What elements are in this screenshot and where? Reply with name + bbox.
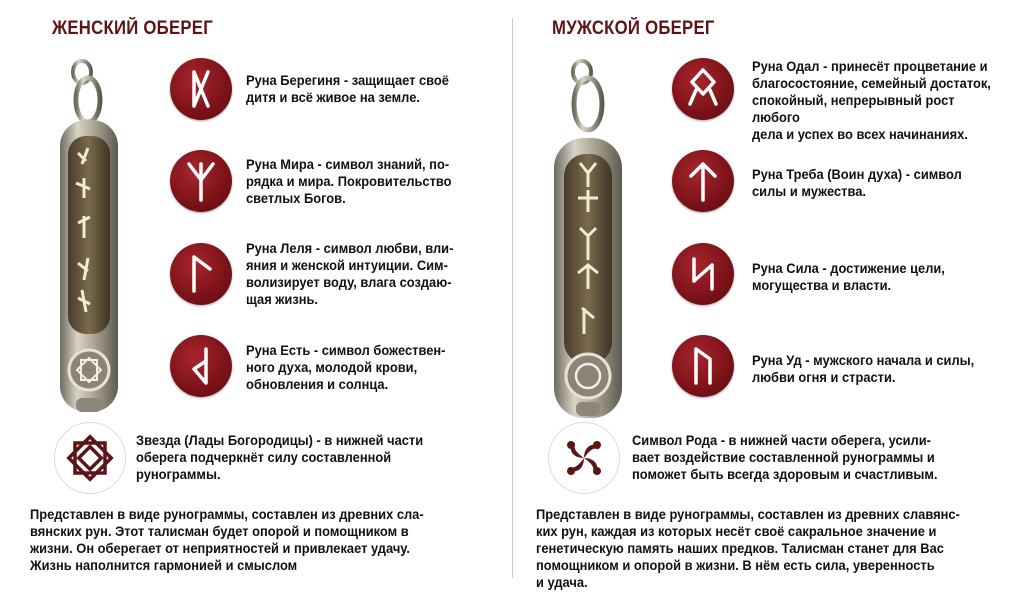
female-rune-3-text: Руна Леля - символ любви, вли- яния и женской интуиции. Сим- волизирует воду, влага создаю- щая жизнь. [246, 240, 454, 307]
female-paragraph: Представлен в виде рунограммы, составлен из древних сла- вянских рун. Этот талисман будет опорой и помощником в жизни. Он оберегает от неприятностей и привлекает удачу. Жизнь наполнится гармонией и смыслом [30, 506, 424, 573]
rune-treba-icon [672, 150, 734, 212]
female-pendant-image [48, 58, 130, 425]
male-rune-3-text: Руна Сила - достижение цели, могущества и власти. [752, 260, 945, 293]
rune-sila-icon [672, 243, 734, 305]
rune-beregina-icon [170, 58, 232, 120]
female-rune-2-text: Руна Мира - символ знаний, по- рядка и мира. Покровительство светлых Богов. [246, 156, 452, 206]
male-symbol-text: Символ Рода - в нижней части оберега, усили- вает воздействие составленной рунограммы и поможет быть всегда здоровым и счастливым. [632, 432, 938, 482]
male-rune-4-text: Руна Уд - мужского начала и силы, любви огня и страсти. [752, 352, 975, 385]
rune-mira-icon [170, 150, 232, 212]
female-symbol-text: Звезда (Лады Богородицы) - в нижней части оберега подчеркнёт силу составленной рунограммы. [136, 432, 424, 482]
rune-ud-icon [672, 335, 734, 397]
male-rune-2-text: Руна Треба (Воин духа) - символ силы и мужества. [752, 166, 962, 199]
female-rune-1-text: Руна Берегиня - защищает своё дитя и всё живое на земле. [246, 72, 449, 105]
rune-est-icon [170, 335, 232, 397]
rune-lelya-icon [170, 243, 232, 305]
male-paragraph: Представлен в виде рунограммы, составлен из древних славянс- ких рун, каждая из которых несёт своё сакральное значение и генетическую память наших предков. Талисман станет для Вас помощником и опорой в жизни. В нём есть сила, уверенность и удача. [536, 506, 960, 590]
symbol-roda-icon [548, 422, 620, 494]
column-divider [512, 18, 513, 578]
rune-odal-icon [672, 58, 734, 120]
star-lady-bogoroditsy-icon [54, 422, 126, 494]
female-rune-4-text: Руна Есть - символ божествен- ного духа, молодой крови, обновления и солнца. [246, 342, 446, 392]
male-pendant-image [548, 58, 630, 425]
male-title: МУЖСКОЙ ОБЕРЕГ [552, 18, 715, 39]
female-title: ЖЕНСКИЙ ОБЕРЕГ [52, 18, 213, 39]
male-rune-1-text: Руна Одал - принесёт процветание и благосостояние, семейный достаток, спокойный, непрерывный рост любого дела и успех во всех начинаниях. [752, 58, 991, 142]
